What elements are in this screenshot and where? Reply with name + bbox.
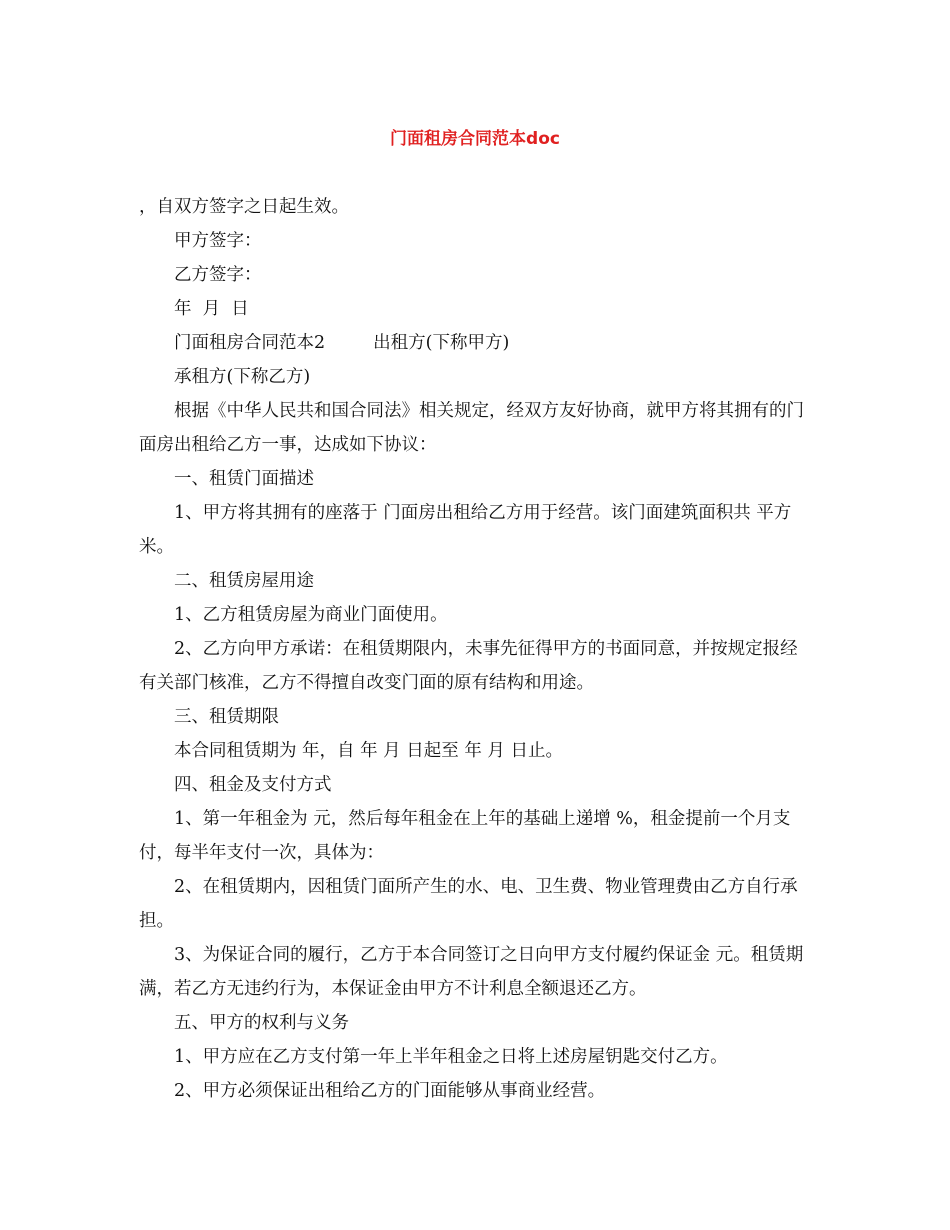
paragraph: 2、甲方必须保证出租给乙方的门面能够从事商业经营。 [174,1081,606,1101]
section-heading: 二、租赁房屋用途 [174,571,314,591]
lessor-label: 出租方(下称甲方) [373,333,510,353]
paragraph: 本合同租赁期为 年，自 年 月 日起至 年 月 日止。 [174,741,563,761]
section-heading: 四、租金及支付方式 [174,775,332,795]
paragraph [139,292,815,326]
section-heading: 三、租赁期限 [174,707,279,727]
paragraph: 乙方签字： [174,265,262,285]
section-heading: 五、甲方的权利与义务 [174,1013,349,1033]
paragraph: 1、甲方应在乙方支付第一年上半年租金之日将上述房屋钥匙交付乙方。 [174,1047,728,1067]
paragraph: ，自双方签字之日起生效。 [139,197,349,217]
paragraph: 2、乙方向甲方承诺：在租赁期限内，未事先征得甲方的书面同意，并按规定报经有关部门核准，乙方不得擅自改变门面的原有结构和用途。 [139,639,798,693]
paragraph: 甲方签字： [174,231,262,251]
paragraph: 1、第一年租金为 元，然后每年租金在上年的基础上递增 %，租金提前一个月支付，每半年支付一次，具体为： [139,809,791,863]
date-line: 年 月 日 [174,299,249,319]
paragraph: 根据《中华人民共和国合同法》相关规定，经双方友好协商，就甲方将其拥有的门面房出租给乙方一事，达成如下协议： [139,401,804,455]
paragraph: 2、在租赁期内，因租赁门面所产生的水、电、卫生费、物业管理费由乙方自行承担。 [139,877,798,931]
section-heading: 一、租赁门面描述 [174,469,314,489]
document-body [139,190,815,1108]
document-title: 门面租房合同范本doc [390,129,560,149]
paragraph: 1、甲方将其拥有的座落于 门面房出租给乙方用于经营。该门面建筑面积共 平方米。 [139,503,792,557]
paragraph: 承租方(下称乙方) [174,367,311,387]
paragraph: 1、乙方租赁房屋为商业门面使用。 [174,605,448,625]
paragraph: 3、为保证合同的履行，乙方于本合同签订之日向甲方支付履约保证金 元。租赁期满，若乙方无违约行为，本保证金由甲方不计利息全额退还乙方。 [139,945,804,999]
contract-number-label: 门面租房合同范本2 [174,333,326,353]
paragraph [139,326,815,360]
